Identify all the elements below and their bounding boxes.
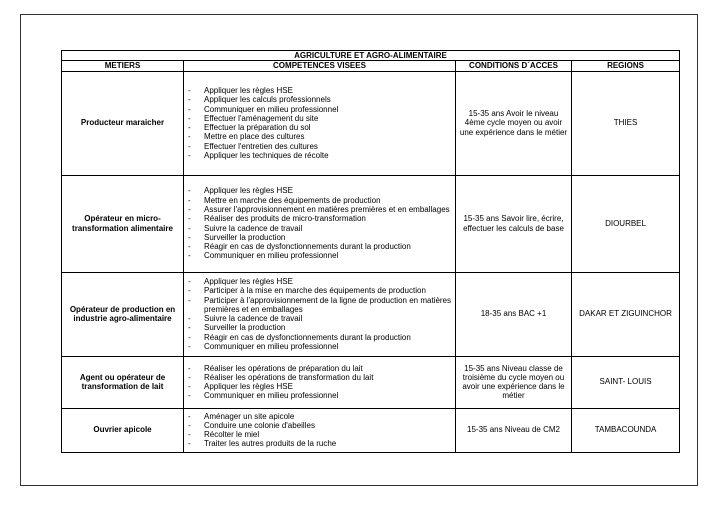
skill-item: - Participer à la mise en marche des équipements de production [186, 286, 453, 295]
job-title: Producteur maraicher [62, 71, 184, 175]
skill-item: - Participer à l'approvisionnement de la ligne de production en matières premières et en emballages [186, 296, 453, 315]
skill-item: - Conduire une colonie d'abeilles [186, 421, 453, 430]
careers-table [61, 50, 680, 453]
skill-item: - Appliquer les calculs professionnels [186, 95, 453, 104]
skills-list [186, 186, 453, 260]
job-title: Agent ou opérateur de transformation de lait [62, 356, 184, 408]
skill-item: - Appliquer les règles HSE [186, 86, 453, 95]
skills-list [186, 86, 453, 160]
conditions-cell: 15-35 ans Niveau de CM2 [456, 408, 572, 452]
skill-item: - Récolter le miel [186, 430, 453, 439]
region-cell: SAINT- LOUIS [572, 356, 680, 408]
skill-item: - Surveiller la production [186, 323, 453, 332]
skill-item: - Effectuer la préparation du sol [186, 123, 453, 132]
header-regions: REGIONS [572, 61, 680, 71]
skills-cell [184, 356, 456, 408]
job-title: Opérateur en micro-transformation alimentaire [62, 175, 184, 272]
skill-item: - Appliquer les règles HSE [186, 382, 453, 391]
table-title: AGRICULTURE ET AGRO-ALIMENTAIRE [62, 51, 680, 61]
skills-list [186, 364, 453, 401]
skills-cell [184, 272, 456, 356]
skill-item: - Surveiller la production [186, 233, 453, 242]
skill-item: - Effectuer l'entretien des cultures [186, 142, 453, 151]
skill-item: - Appliquer les règles HSE [186, 277, 453, 286]
conditions-cell: 15-35 ans Niveau classe de troisième du cycle moyen ou avoir une expérience dans le métier [456, 356, 572, 408]
skill-item: - Appliquer les techniques de récolte [186, 151, 453, 160]
region-cell: TAMBACOUNDA [572, 408, 680, 452]
skill-item: - Communiquer en milieu professionnel [186, 251, 453, 260]
table-row [62, 71, 680, 175]
header-competences: COMPETENCES VISEES [184, 61, 456, 71]
skill-item: - Réagir en cas de dysfonctionnements durant la production [186, 242, 453, 251]
skill-item: - Suivre la cadence de travail [186, 224, 453, 233]
region-cell: DAKAR ET ZIGUINCHOR [572, 272, 680, 356]
header-row [62, 61, 680, 71]
skills-cell [184, 175, 456, 272]
skills-list [186, 277, 453, 351]
job-title: Opérateur de production en industrie agro-alimentaire [62, 272, 184, 356]
skill-item: - Assurer l'approvisionnement en matières premières et en emballages [186, 205, 453, 214]
skill-item: - Mettre en place des cultures [186, 132, 453, 141]
skill-item: - Traiter les autres produits de la ruche [186, 439, 453, 448]
skill-item: - Aménager un site apicole [186, 412, 453, 421]
skills-cell [184, 71, 456, 175]
job-title: Ouvrier apicole [62, 408, 184, 452]
table-row [62, 175, 680, 272]
skill-item: - Communiquer en milieu professionnel [186, 342, 453, 351]
skill-item: - Réaliser les opérations de préparation du lait [186, 364, 453, 373]
skills-list [186, 412, 453, 449]
skill-item: - Réaliser les opérations de transformation du lait [186, 373, 453, 382]
table-row [62, 272, 680, 356]
conditions-cell: 15-35 ans Savoir lire, écrire, effectuer les calculs de base [456, 175, 572, 272]
header-conditions: CONDITIONS D´ACCES [456, 61, 572, 71]
skill-item: - Suivre la cadence de travail [186, 314, 453, 323]
region-cell: THIES [572, 71, 680, 175]
table-row [62, 356, 680, 408]
skill-item: - Communiquer en milieu professionnel [186, 105, 453, 114]
skills-cell [184, 408, 456, 452]
skill-item: - Réaliser des produits de micro-transformation [186, 214, 453, 223]
skill-item: - Effectuer l'aménagement du site [186, 114, 453, 123]
conditions-cell: 15-35 ans Avoir le niveau 4ème cycle moyen ou avoir une expérience dans le métier [456, 71, 572, 175]
region-cell: DIOURBEL [572, 175, 680, 272]
conditions-cell: 18-35 ans BAC +1 [456, 272, 572, 356]
skill-item: - Communiquer en milieu professionnel [186, 391, 453, 400]
header-metiers: METIERS [62, 61, 184, 71]
skill-item: - Mettre en marche des équipements de production [186, 196, 453, 205]
table-row [62, 408, 680, 452]
skill-item: - Appliquer les règles HSE [186, 186, 453, 195]
skill-item: - Réagir en cas de dysfonctionnements durant la production [186, 333, 453, 342]
